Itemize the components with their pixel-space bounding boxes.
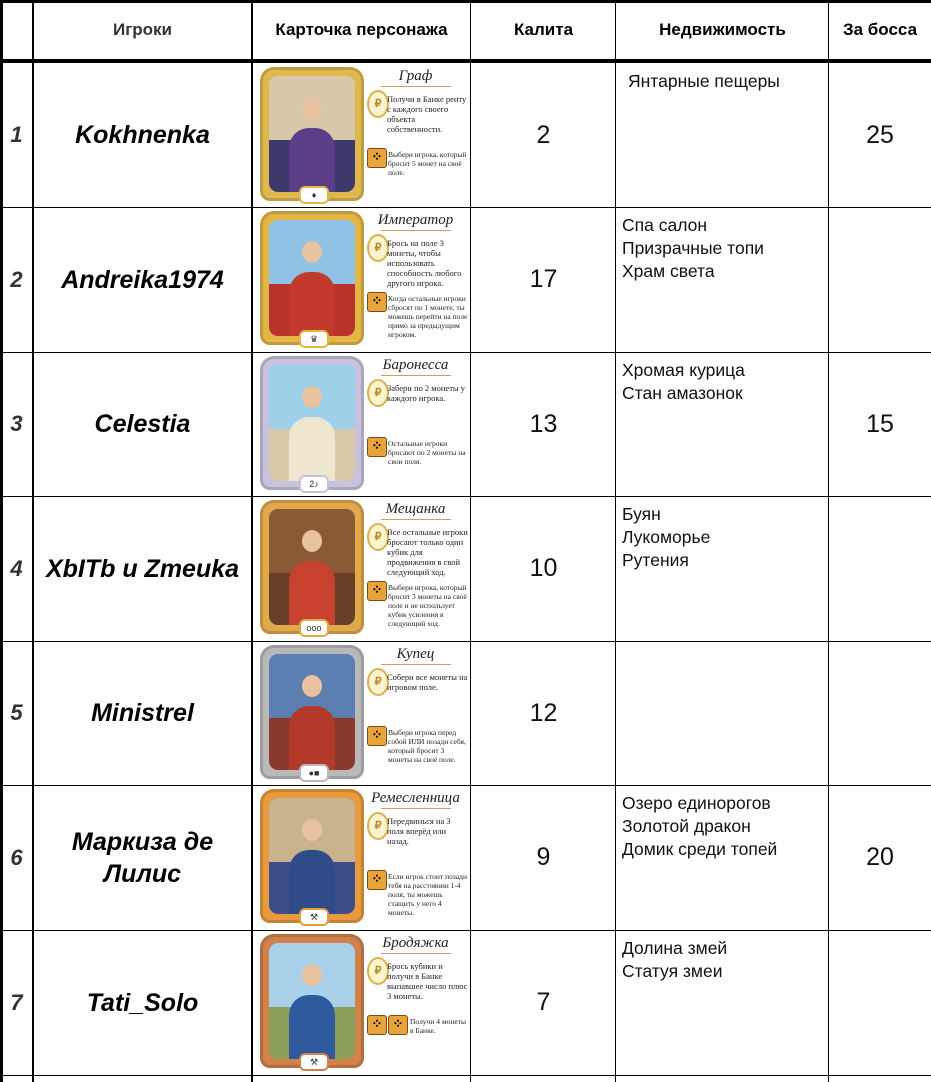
header-players: Игроки [112, 20, 173, 39]
grid-line [615, 0, 616, 1082]
player-name-text: Kokhnenka [75, 121, 210, 149]
character-card [252, 641, 471, 785]
boss-value: 15 [866, 409, 894, 438]
dice-icon: ⁘ [367, 870, 387, 890]
card-dice-text: Получи 4 монеты в Банке. [410, 1017, 467, 1035]
dice-icon: ⁘ [367, 581, 387, 601]
player-name [33, 63, 252, 207]
card-ability-text: Забери по 2 монеты у каждого игрока. [387, 383, 465, 403]
property-item: Золотой дракон [622, 816, 751, 836]
property-list [616, 496, 829, 641]
card-dice-text: Выбери игрока, который бросит 5 монет на своё поле. [388, 150, 467, 177]
row-number: 5 [10, 700, 23, 725]
character-portrait [260, 356, 364, 490]
card-emblem: ooo [299, 619, 329, 637]
row-number: 3 [10, 411, 23, 436]
character-card [252, 352, 471, 496]
card-ability-text: Передвинься на 3 поля вперёд или назад. [387, 816, 451, 846]
character-portrait [260, 211, 364, 345]
grid-line [0, 641, 931, 642]
header-card: Карточка персонажа [275, 20, 448, 39]
card-emblem: ●■ [299, 764, 329, 782]
coin-icon: ₽ [367, 90, 389, 118]
character-card [252, 496, 471, 641]
property-item: Янтарные пещеры [628, 71, 780, 91]
dice-icon: ⁘ [367, 148, 387, 168]
card-image [254, 931, 469, 1074]
grid-line [0, 0, 3, 1082]
card-emblem: ⚒ [299, 908, 329, 926]
grid-line [828, 0, 829, 1082]
property-item: Призрачные топи [622, 238, 764, 258]
grid-line [0, 352, 931, 353]
property-list [616, 930, 829, 1075]
character-card [252, 207, 471, 352]
coin-icon: ₽ [367, 234, 389, 262]
card-dice-text: Если игрок стоит позади тебя на расстоянии 1-4 поля, ты можешь стащить у него 4 монеты. [388, 872, 467, 917]
dice-icon: ⁘ [367, 1015, 387, 1035]
card-image [254, 642, 469, 784]
card-image [254, 786, 469, 929]
property-item: Хромая курица [622, 360, 745, 380]
property-list [616, 785, 829, 930]
player-name-text: Celestia [94, 410, 191, 438]
coins-value: 2 [536, 120, 551, 149]
coins-value: 13 [529, 409, 558, 438]
card-dice-text: Выбери игрока, который бросит 3 монеты на своё поле и не использует кубик усиления в следующий ход. [388, 583, 467, 628]
coin-icon: ₽ [367, 668, 389, 696]
player-name-text: Tati_Solo [86, 988, 199, 1017]
coins-value: 9 [536, 843, 551, 871]
property-item: Озеро единорогов [622, 793, 771, 813]
coins-value: 12 [529, 698, 558, 727]
row-number: 4 [10, 555, 23, 581]
card-ability-text: Собери все монеты на игровом поле. [387, 672, 468, 692]
property-item: Долина змей [622, 938, 728, 958]
boss-value [829, 930, 931, 1075]
boss-value [829, 496, 931, 641]
player-name [33, 785, 252, 930]
grid-line [0, 0, 931, 3]
property-list [616, 207, 829, 352]
grid-line [0, 496, 931, 497]
character-card [252, 930, 471, 1075]
card-dice-text: Выбери игрока перед собой ИЛИ позади себя, который бросит 3 монеты на своё поле. [388, 728, 466, 764]
grid-line [0, 59, 931, 63]
coins-value: 10 [529, 554, 558, 582]
grid-line [0, 785, 931, 786]
player-name [33, 352, 252, 496]
player-name [33, 207, 252, 352]
property-item: Буян [622, 504, 661, 524]
row-number: 1 [10, 122, 23, 147]
coins-value: 17 [529, 265, 558, 293]
grid-line [251, 0, 253, 1082]
card-title: Граф [366, 68, 465, 87]
player-name [33, 641, 252, 785]
card-emblem: ⚒ [299, 1053, 329, 1071]
boss-value [829, 207, 931, 352]
property-item: Лукоморье [622, 527, 711, 547]
card-ability-text: Все остальные игроки бросают только один кубик для продвижения в свой следующий ход. [387, 527, 468, 577]
card-ability-text: Брось на поле 3 монеты, чтобы использовать способность любого другого игрока. [387, 238, 462, 288]
card-image [254, 353, 469, 495]
property-list [616, 641, 829, 785]
dice-icon: ⁘ [367, 726, 387, 746]
character-portrait [260, 500, 364, 634]
card-image [254, 208, 469, 351]
card-image [254, 497, 469, 640]
character-portrait [260, 934, 364, 1068]
header-boss: За босса [842, 20, 918, 39]
property-item: Статуя змеи [622, 961, 723, 981]
property-list [616, 352, 829, 496]
grid-line [0, 1075, 931, 1076]
property-item: Стан амазонок [622, 383, 743, 403]
row-number: 2 [10, 266, 23, 292]
character-portrait [260, 645, 364, 779]
card-dice-text: Когда остальные игроки сбросят по 1 монете, ты можешь перейти на поле прямо за предыдущим игроком. [388, 294, 468, 339]
card-emblem: 2♪ [299, 475, 329, 493]
boss-value: 20 [866, 843, 894, 871]
property-item: Спа салон [622, 215, 707, 235]
grid-line [470, 0, 471, 1082]
dice-icon: ⁘ [388, 1015, 408, 1035]
property-item: Домик среди топей [622, 839, 778, 859]
header-property: Недвижимость [659, 20, 786, 39]
player-name [33, 930, 252, 1075]
grid-line [0, 930, 931, 931]
row-number: 6 [10, 844, 23, 870]
card-title: Купец [366, 646, 465, 665]
grid-line [32, 0, 34, 1082]
coin-icon: ₽ [367, 379, 389, 407]
character-portrait [260, 67, 364, 201]
boss-value [829, 641, 931, 785]
player-name-text: XbITb и Zmeuka [45, 554, 240, 583]
card-title: Баронесса [366, 357, 465, 376]
dice-icon: ⁘ [367, 292, 387, 312]
card-image [254, 64, 469, 206]
card-title: Ремесленница [366, 790, 465, 809]
character-card [252, 63, 471, 207]
boss-value: 25 [866, 120, 894, 149]
coin-icon: ₽ [367, 957, 389, 985]
card-emblem: ♦ [299, 186, 329, 204]
coins-value: 7 [536, 988, 551, 1016]
player-name-text: Маркиза де Лилис [71, 827, 214, 888]
grid-line [0, 207, 931, 208]
card-title: Бродяжка [366, 935, 465, 954]
coin-icon: ₽ [367, 523, 389, 551]
character-portrait [260, 789, 364, 923]
property-item: Храм света [622, 261, 715, 281]
card-emblem: ♛ [299, 330, 329, 348]
coin-icon: ₽ [367, 812, 389, 840]
character-card [252, 785, 471, 930]
card-dice-text: Остальные игроки бросают по 2 монеты на свои поля. [388, 439, 466, 466]
dice-icon: ⁘ [367, 437, 387, 457]
player-name-text: Andreika1974 [61, 265, 224, 294]
player-name-text: Ministrel [91, 699, 194, 727]
property-list [616, 63, 829, 207]
card-title: Мещанка [366, 501, 465, 520]
row-number: 7 [10, 989, 23, 1015]
player-name [33, 496, 252, 641]
property-item: Рутения [622, 550, 689, 570]
card-ability-text: Получи в Банке ренту с каждого своего объекта собственности. [387, 94, 467, 134]
card-title: Император [366, 212, 465, 231]
card-ability-text: Брось кубики и получи в Банке выпавшее число плюс 3 монеты. [387, 961, 468, 1001]
header-coins: Калита [513, 20, 574, 39]
